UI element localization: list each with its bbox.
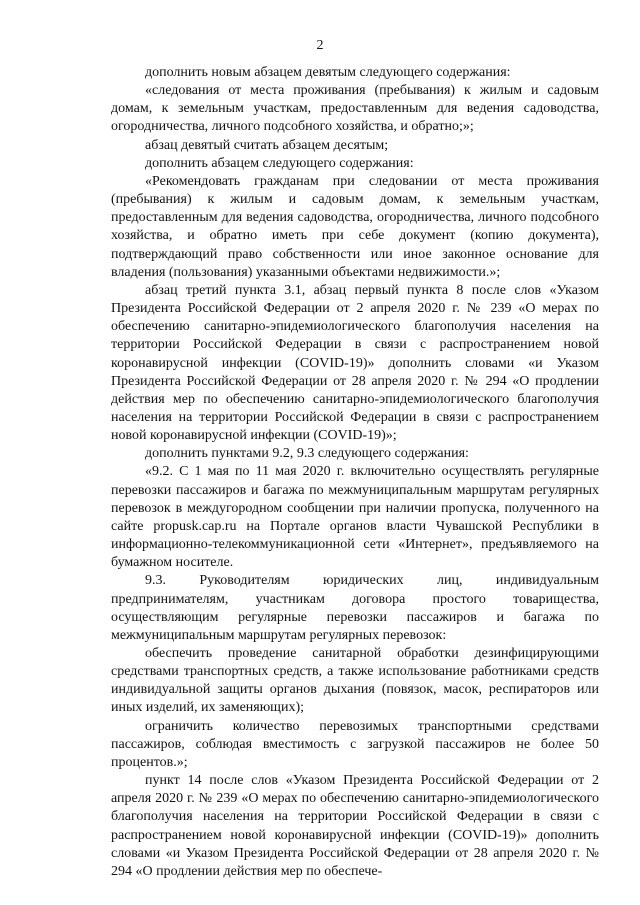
paragraph: дополнить абзацем следующего содержания: [145, 155, 414, 171]
paragraph: «следования от места проживания (пребывания) к жилым и садовым домам, к земельным участкам, предоставленным для ведения садоводства, огородничества, личного подсобного хозяйства, и обратно;»; [111, 83, 599, 135]
paragraph: абзац третий пункта 3.1, абзац первый пункта 8 после слов «Указом Президента Российской Федерации от 2 апреля 2020 г. № 239 «О мерах по обеспечению санитарно-эпидемиологического благополучия населения на территории Российской Федерации в связи с распространением новой коронавирусной инфекции (COVID-19)» дополнить словами «и Указом Президента Российской Федерации от 28 апреля 2020 г. № 294 «О продлении действия мер по обеспечению санитарно-эпидемиологического благополучия населения на территории Российской Федерации в связи с распространением новой коронавирусной инфекции (COVID-19)»; [111, 282, 599, 444]
paragraph: дополнить пунктами 9.2, 9.3 следующего содержания: [145, 446, 469, 462]
paragraph: «9.2. С 1 мая по 11 мая 2020 г. включительно осуществлять регулярные перевозки пассажиров и багажа по межмуниципальным маршрутам регулярных перевозок в междугородном сообщении при наличии пропуска, полученного на сайте propusk.cap.ru на Портале органов власти Чувашской Республики в информационно-телекоммуникационной сети «Интернет», предъявляемого на бумажном носителе. [111, 464, 599, 571]
paragraph: «Рекомендовать гражданам при следовании от места проживания (пребывания) к жилым и садовым домам, к земельным участкам, предоставленным для ведения садоводства, огородничества, личного подсобного хозяйства, и обратно иметь при себе документ (копию документа), подтверждающий право собственности или иное законное основание для владения (пользования) указанными объектами недвижимости.»; [111, 173, 599, 280]
paragraph: пункт 14 после слов «Указом Президента Российской Федерации от 2 апреля 2020 г. № 239 «О мерах по обеспечению санитарно-эпидемиологического благополучия населения на территории Российской Федерации в связи с распространением новой коронавирусной инфекции (COVID-19)» дополнить словами «и Указом Президента Российской Федерации от 28 апреля 2020 г. № 294 «О продлении действия мер по обеспече- [111, 773, 599, 879]
paragraph: 9.3. Руководителям юридических лиц, индивидуальным предпринимателям, участникам договора простого товарищества, осуществляющим регулярные перевозки пассажиров и багажа по межмуниципальным маршрутам регулярных перевозок: [111, 573, 599, 643]
paragraph: обеспечить проведение санитарной обработки дезинфицирующими средствами транспортных средств, а также использование работниками средств индивидуальной защиты органов дыхания (повязок, масок, респираторов или иных изделий, их заменяющих); [111, 646, 599, 716]
page-number: 2 [316, 38, 324, 53]
document-body [111, 64, 599, 881]
paragraph: абзац девятый считать абзацем десятым; [145, 137, 389, 153]
paragraph: ограничить количество перевозимых транспортными средствами пассажиров, соблюдая вместимость с загрузкой пассажиров не более 50 процентов.»; [111, 718, 599, 770]
paragraph: дополнить новым абзацем девятым следующего содержания: [145, 65, 511, 80]
